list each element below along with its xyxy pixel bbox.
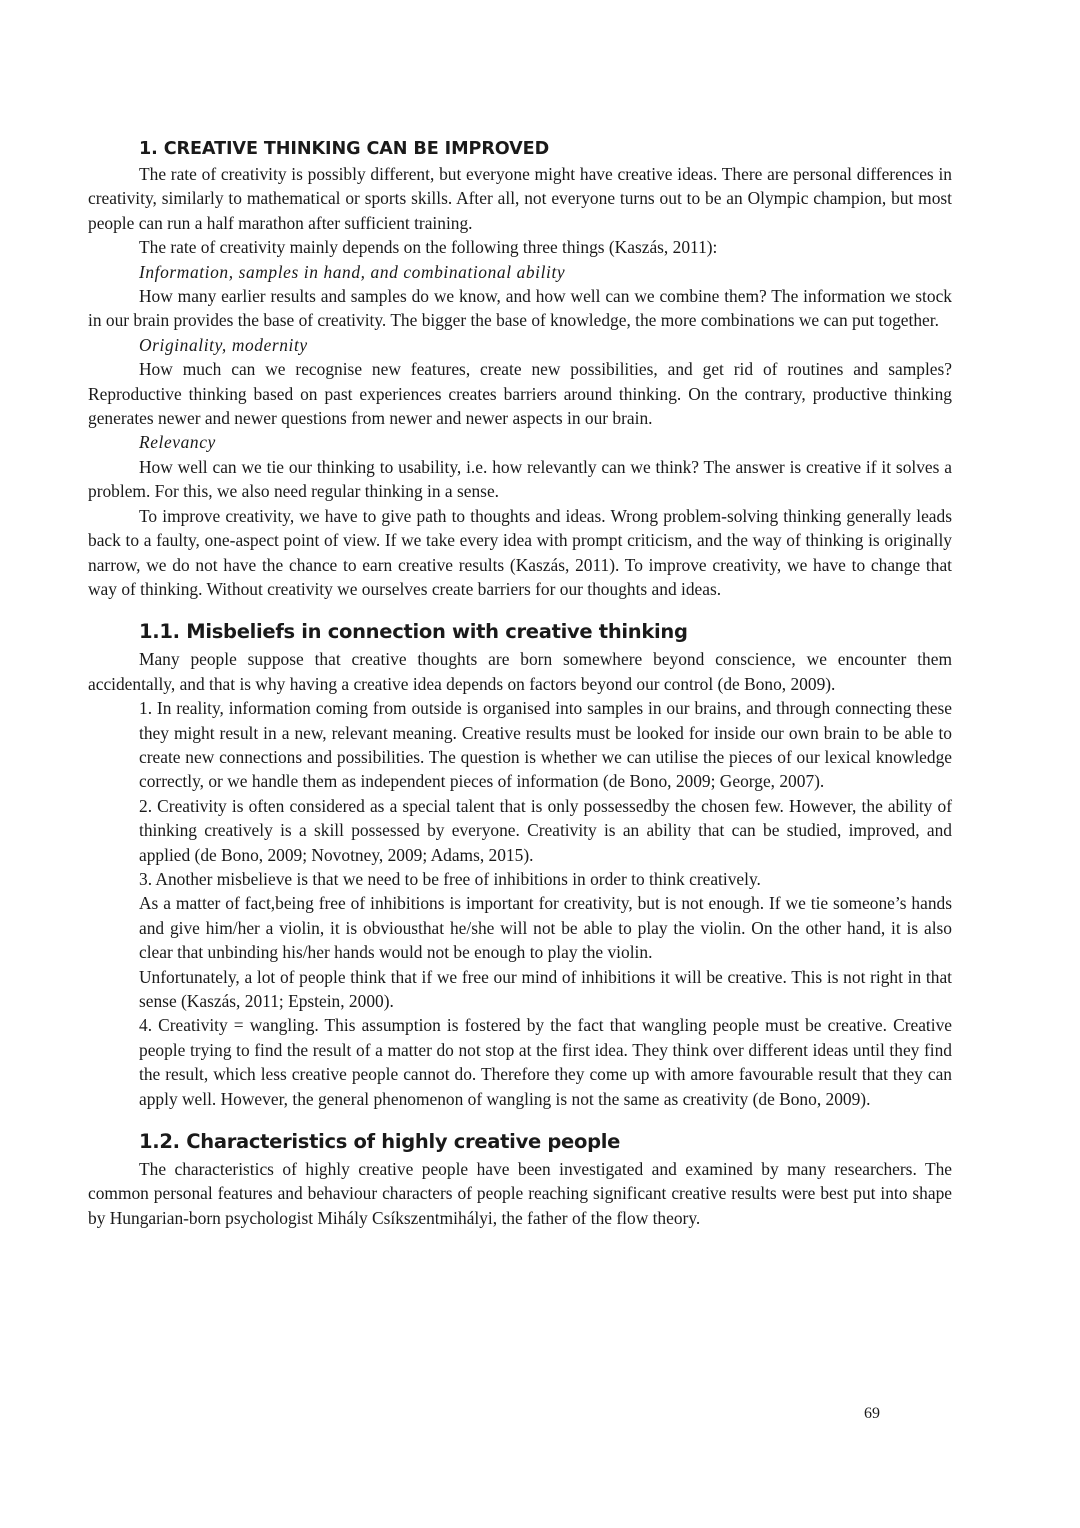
page-number: 69	[864, 1405, 880, 1422]
section-1-2-heading: 1.2. Characteristics of highly creative people	[139, 1130, 621, 1154]
list-item: 1. In reality, information coming from outside is organised into samples in our brains, and through connecting these they might result in a new, relevant meaning. Creative results must be looked for inside our own brain to be able to create new connections and possibilities. The question is whether we can utilise the pieces of our lexical knowledge correctly, or we handle them as independent pieces of information (de Bono, 2009; George, 2007).	[139, 698, 952, 792]
paragraph-relevancy: How well can we tie our thinking to usability, i.e. how relevantly can we think? The answer is creative if it solves a problem. For this, we also need regular thinking in a sense.	[88, 456, 952, 502]
subhead-originality: Originality, modernity	[139, 334, 308, 355]
paragraph-information: How many earlier results and samples do we know, and how well can we combine them? The information we stock in our brain provides the base of creativity. The bigger the base of knowledge, the more combinations we can put together.	[88, 286, 952, 331]
section-1-closing: To improve creativity, we have to give path to thoughts and ideas. Wrong problem-solving thinking generally leads back to a faulty, one-aspect point of view. If we take every idea with prompt criticism, and the way of thinking is originally narrow, we do not have the chance to earn creative results (Kaszás, 2011). To improve creativity, we have to change that way of thinking. Without creativity we ourselves create barriers for our thoughts and ideas.	[88, 505, 952, 599]
section-1-1-heading: 1.1. Misbeliefs in connection with creative thinking	[139, 620, 688, 644]
list-item: 2. Creativity is often considered as a special talent that is only possessedby the chosen few. However, the ability of thinking creatively is a skill possessed by everyone. Creativity is an ability that can be studied, improved, and applied (de Bono, 2009; Novotney, 2009; Adams, 2015).	[139, 795, 952, 865]
page-body	[88, 136, 952, 1230]
subhead-relevancy: Relevancy	[139, 432, 216, 453]
section-1-lead: The rate of creativity mainly depends on the following three things (Kaszás, 2011):	[139, 237, 718, 258]
section-1-intro: The rate of creativity is possibly different, but everyone might have creative ideas. There are personal differences in creativity, similarly to mathematical or sports skills. After all, not everyone turns out to be an Olympic champion, but most people can run a half marathon after sufficient training.	[88, 164, 952, 233]
paragraph-originality: How much can we recognise new features, create new possibilities, and get rid of routines and samples? Reproductive thinking based on past experiences creates barriers around thinking. On the contrary, productive thinking generates newer and newer questions from newer and newer aspects in our brain.	[88, 359, 952, 429]
list-item: As a matter of fact,being free of inhibitions is important for creativity, but is not enough. If we tie someone’s hands and give him/her a violin, it is obviousthat he/she will not be able to play the violin. On the other hand, it is also clear that unbinding his/her hands would not be enough to play the violin.	[139, 893, 952, 963]
section-1-1-intro: Many people suppose that creative thoughts are born somewhere beyond conscience, we encounter them accidentally, and that is why having a creative idea depends on factors beyond our control (de Bono, 2009).	[88, 649, 952, 694]
subhead-information: Information, samples in hand, and combinational ability	[139, 261, 566, 282]
misbeliefs-list	[88, 696, 952, 1111]
list-item: Unfortunately, a lot of people think that if we free our mind of inhibitions it will be creative. This is not right in that sense (Kaszás, 2011; Epstein, 2000).	[139, 966, 952, 1011]
list-item: 3. Another misbelieve is that we need to be free of inhibitions in order to think creatively.	[139, 868, 761, 889]
list-item: 4. Creativity = wangling. This assumption is fostered by the fact that wangling people must be creative. Creative people trying to find the result of a matter do not stop at the first idea. They think over different ideas until they find the result, which less creative people cannot do. Therefore they come up with amore favourable result that they can apply well. However, the general phenomenon of wangling is not the same as creativity (de Bono, 2009).	[139, 1015, 952, 1109]
section-1-2-text: The characteristics of highly creative people have been investigated and examined by many researchers. The common personal features and behaviour characters of people reaching significant creative results were best put into shape by Hungarian-born psychologist Mihály Csíkszentmihályi, the father of the flow theory.	[88, 1159, 952, 1228]
section-1-heading: 1. CREATIVE THINKING CAN BE IMPROVED	[139, 139, 550, 159]
